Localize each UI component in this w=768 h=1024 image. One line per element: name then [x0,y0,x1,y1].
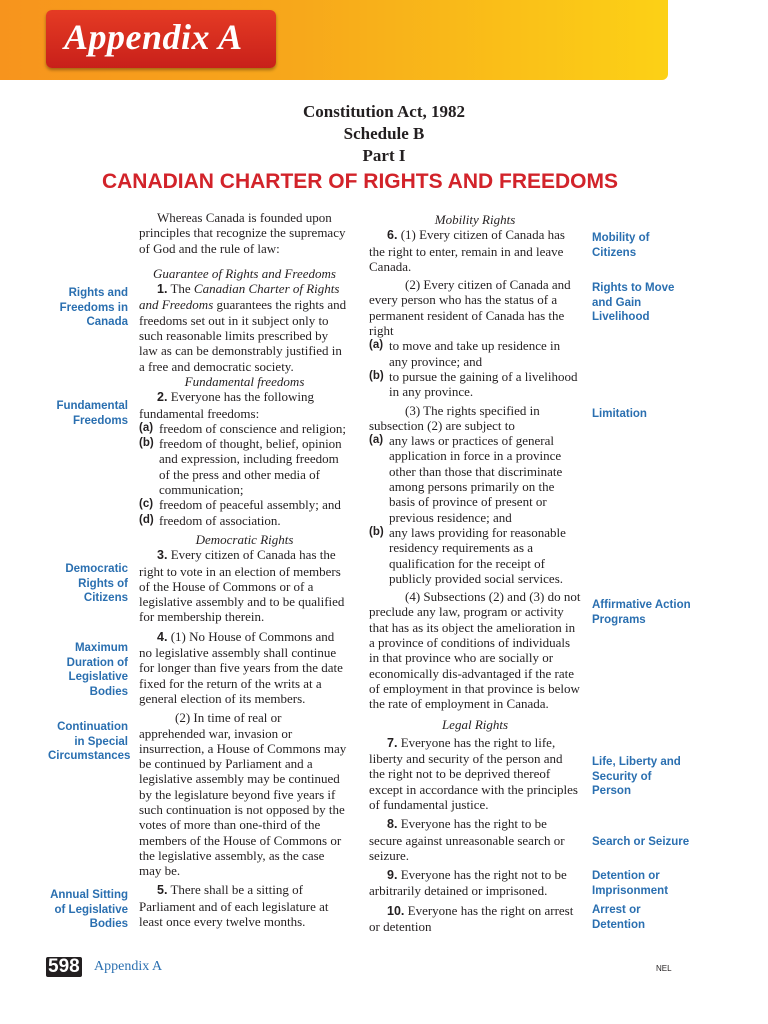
charter-title: CANADIAN CHARTER OF RIGHTS AND FREEDOMS [101,170,619,193]
preamble: Whereas Canada is founded upon principles that recognize the supremacy of God and the rule of law: [139,210,346,256]
publisher-mark: NEL [656,964,672,973]
schedule-label: Schedule B [343,124,425,143]
section-2-a: (a) freedom of conscience and religion; [139,420,346,436]
margin-note-democratic-rights: Democratic Rights of Citizens [65,563,128,604]
margin-note-detention: Detention or Imprisonment [592,870,669,897]
heading-legal: Legal Rights [441,716,509,732]
margin-note-limitation: Limitation [592,408,647,420]
section-8: 8. Everyone has the right to be secure against unreasonable search or seizure. [369,816,565,863]
margin-note-fundamental-freedoms: Fundamental Freedoms [56,400,128,427]
margin-note-move-livelihood: Rights to Move and Gain Livelihood [592,282,675,323]
section-4-2: (2) In time of real or apprehended war, invasion or insurrection, a House of Commons may be continued by Parliament and a legislative assembly may be continued by the legislature beyond five years if such continuation is not opposed by the votes of more than one-third of the members of the House of Commons or the legislative assembly, as the case may be. [139,710,347,879]
margin-note-arrest: Arrest or Detention [592,904,646,931]
appendix-tab [46,10,276,68]
margin-note-search-seizure: Search or Seizure [592,836,690,848]
section-6-4: (4) Subsections (2) and (3) do not preclude any law, program or activity that has as its object the amelioration in a province of conditions of individuals in that province who are socially or economically dis-advantaged if the rate of employment in that province is below the rate of employment in Canada. [369,589,581,712]
section-1: 1. The Canadian Charter of Rights and Freedoms guarantees the rights and freedoms set out in it subject only to such reasonable limits prescribed by law as can be demonstrably justified in a free and democratic society. [139,281,347,374]
heading-guarantee: Guarantee of Rights and Freedoms [153,265,336,281]
heading-mobility: Mobility Rights [434,212,516,227]
section-6-2-b: (b) to pursue the gaining of a livelihood in any province. [369,368,578,400]
section-3: 3. Every citizen of Canada has the right to vote in an election of members of the House of Commons or of a legislative assembly and to be qualified for membership therein. [139,547,345,625]
section-6-2-a: (a) to move and take up residence in any province; and [369,338,561,369]
appendix-tab-title: Appendix A [64,17,243,57]
margin-note-life-liberty: Life, Liberty and Security of Person [592,756,681,797]
margin-note-continuation: Continuation in Special Circumstances [48,721,131,762]
heading-fundamental: Fundamental freedoms [184,373,305,389]
margin-note-annual-sitting: Annual Sitting of Legislative Bodies [50,889,128,930]
page-number: 598 [48,956,80,977]
section-2-b: (b) freedom of thought, belief, opinion and expression, including freedom of the press and other media of communication; [139,436,342,498]
margin-note-affirmative-action: Affirmative Action Programs [592,599,691,626]
footer-label: Appendix A [94,959,163,974]
left-column [139,210,350,929]
margin-note-rights-freedoms: Rights and Freedoms in Canada [59,287,128,328]
margin-note-mobility: Mobility of Citizens [592,232,650,259]
margin-note-maximum-duration: Maximum Duration of Legislative Bodies [66,642,128,698]
section-2: 2. Everyone has the following fundamental freedoms: [139,389,315,421]
section-2-c: (c) freedom of peaceful assembly; and [139,497,341,513]
section-9: 9. Everyone has the right not to be arbitrarily detained or imprisoned. [369,867,567,899]
section-6-2: (2) Every citizen of Canada and every person who has the status of a permanent resident of Canada has the right [369,277,571,339]
section-5: 5. There shall be a sitting of Parliament and of each legislature at least once every twelve months. [139,882,329,930]
section-6-3-b: (b) any laws providing for reasonable residency requirements as a qualification for the receipt of publicly provided social services. [369,524,566,586]
part-label: Part I [362,146,406,165]
section-7: 7. Everyone has the right to life, liberty and security of the person and the right not to be deprived thereof except in accordance with the principles of fundamental justice. [369,734,578,812]
section-2-d: (d) freedom of association. [139,512,281,528]
right-column [369,212,581,934]
section-6-3-a: (a) any laws or practices of general application in force in a province other than those that discriminate among persons primarily on the basis of province of present or previous residence; and [369,433,563,525]
section-4: 4. (1) No House of Commons and no legislative assembly shall continue for longer than five years from the date fixed for the return of the writs at a general election of its members. [139,628,343,706]
section-6: 6. (1) Every citizen of Canada has the right to enter, remain in and leave Canada. [369,227,565,274]
section-10: 10. Everyone has the right on arrest or detention [369,902,574,935]
heading-democratic: Democratic Rights [195,531,294,547]
section-6-3: (3) The rights specified in subsection (2) are subject to [369,402,540,433]
act-title: Constitution Act, 1982 [303,102,465,121]
